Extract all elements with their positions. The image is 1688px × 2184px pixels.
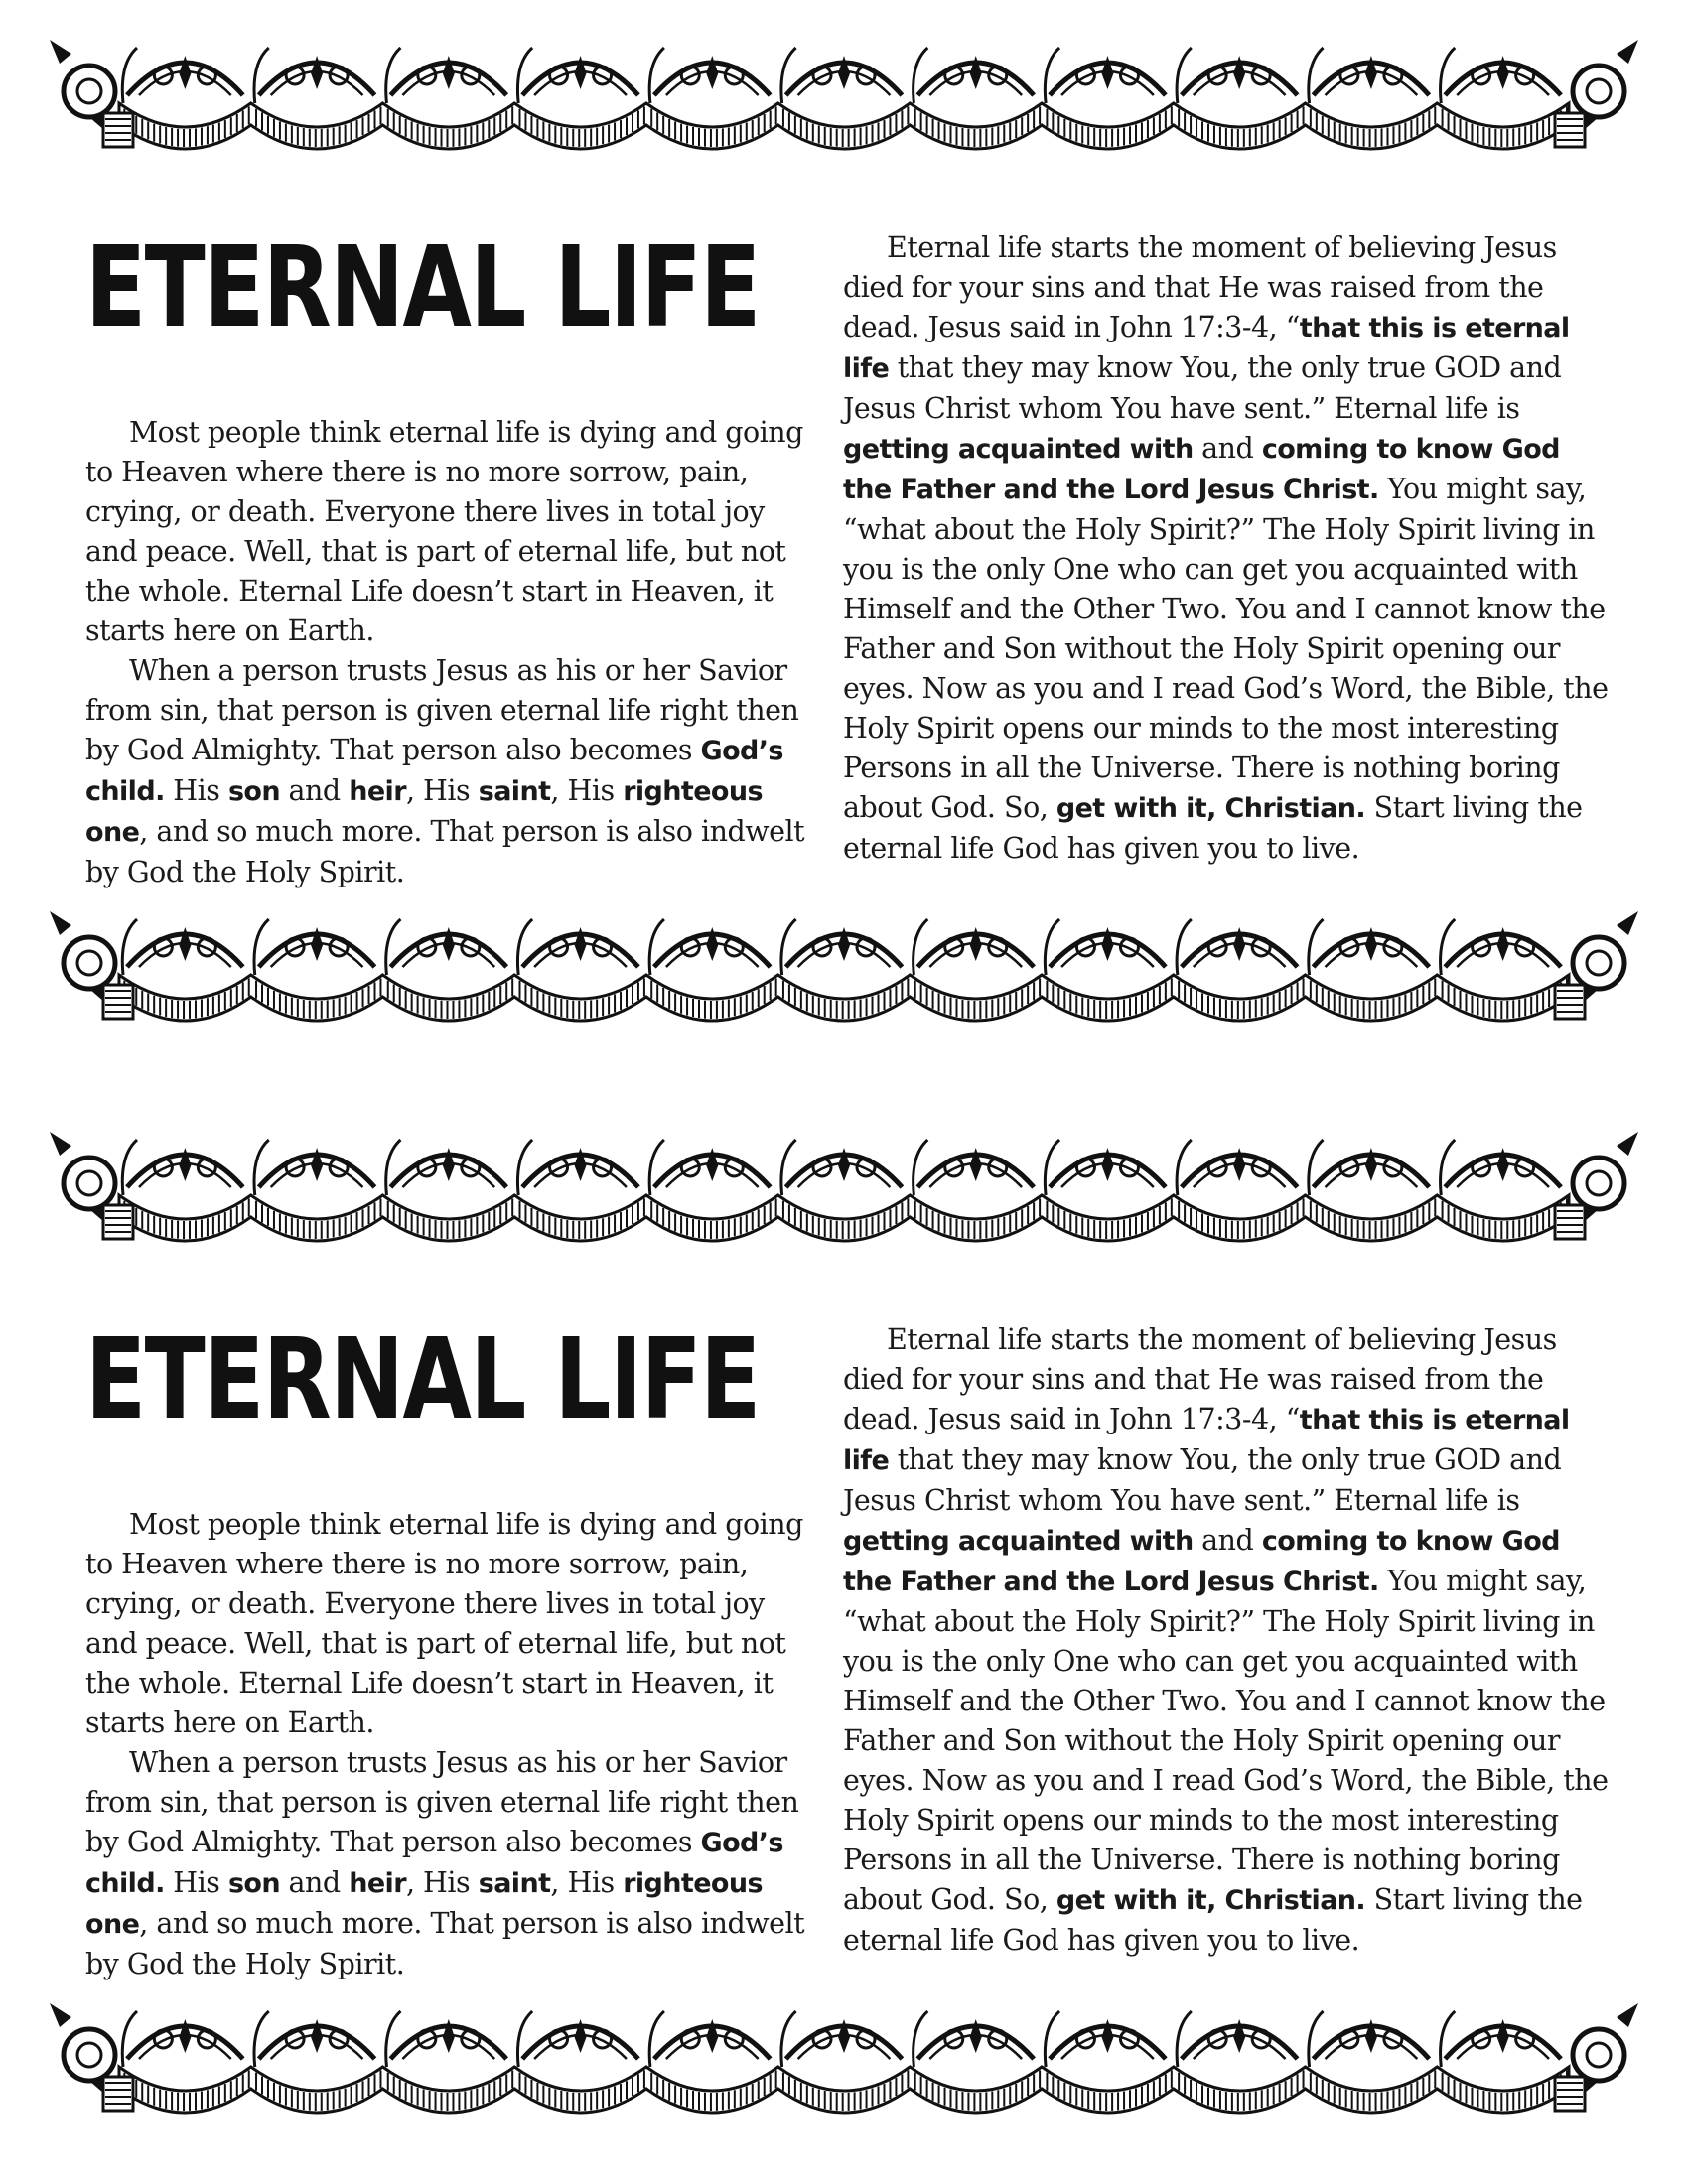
emphasis-text: son: [227, 1868, 280, 1899]
emphasis-text: that this is eternal life: [843, 1405, 1570, 1476]
emphasis-text: coming to know God the Father and the Lord Jesus Christ.: [843, 434, 1560, 505]
emphasis-text: saint: [478, 1868, 551, 1899]
emphasis-text: God’s child.: [85, 1828, 783, 1899]
emphasis-text: heir: [349, 776, 406, 807]
emphasis-text: getting acquainted with: [843, 434, 1194, 465]
emphasis-text: getting acquainted with: [843, 1526, 1194, 1557]
emphasis-text: heir: [349, 1868, 406, 1899]
right-column: [843, 1320, 1613, 1961]
emphasis-text: get with it, Christian.: [1055, 1885, 1366, 1916]
paragraph-intro: Most people think eternal life is dying and going to Heaven where there is no more sorrow, pain, crying, or death. Everyone there lives in total joy and peace. Well, that is part of eternal life, but not the whole. Eternal Life doesn’t start in Heaven, it starts here on Earth.: [85, 1508, 803, 1739]
paragraph-intro: Most people think eternal life is dying and going to Heaven where there is no more sorrow, pain, crying, or death. Everyone there lives in total joy and peace. Well, that is part of eternal life, but not the whole. Eternal Life doesn’t start in Heaven, it starts here on Earth.: [85, 416, 803, 647]
ornamental-border-top-1: [50, 34, 1638, 161]
paragraph-savior: When a person trusts Jesus as his or her Savior from sin, that person is given eternal life right then by God Almighty. That person also becomes God’s child. His son and heir, His saint, His righteous one, and so much more. That person is also indwelt by God the Holy Spirit.: [85, 654, 805, 888]
emphasis-text: son: [227, 776, 280, 807]
tract-title: ETERNAL LIFE: [85, 1315, 760, 1444]
tract-card-1: [85, 223, 1613, 888]
paragraph-eternal-life-starts: Eternal life starts the moment of believing Jesus died for your sins and that He was raised from the dead. Jesus said in John 17:3-4, “that this is eternal life that they may know You, the only true GOD and Jesus Christ whom You have sent.” Eternal life is getting acquainted with and coming to know God the Father and the Lord Jesus Christ. You might say, “what about the Holy Spirit?” The Holy Spirit living in you is the only One who can get you acquainted with Himself and the Other Two. You and I cannot know the Father and Son without the Holy Spirit opening our eyes. Now as you and I read God’s Word, the Bible, the Holy Spirit opens our minds to the most interesting Persons in all the Universe. There is nothing boring about God. So, get with it, Christian. Start living the eternal life God has given you to live.: [843, 1323, 1609, 1957]
emphasis-text: righteous one: [85, 1868, 763, 1940]
paragraph-savior: When a person trusts Jesus as his or her Savior from sin, that person is given eternal life right then by God Almighty. That person also becomes God’s child. His son and heir, His saint, His righteous one, and so much more. That person is also indwelt by God the Holy Spirit.: [85, 1746, 805, 1980]
tract-title: ETERNAL LIFE: [85, 223, 760, 352]
left-column: [85, 1315, 820, 1984]
tract-card-2: [85, 1315, 1613, 1980]
emphasis-text: righteous one: [85, 776, 763, 848]
ornamental-border-bottom-2: [50, 1997, 1638, 2124]
right-column: [843, 228, 1613, 869]
emphasis-text: that this is eternal life: [843, 313, 1570, 384]
ornamental-border-bottom-1: [50, 905, 1638, 1032]
paragraph-eternal-life-starts: Eternal life starts the moment of believing Jesus died for your sins and that He was raised from the dead. Jesus said in John 17:3-4, “that this is eternal life that they may know You, the only true GOD and Jesus Christ whom You have sent.” Eternal life is getting acquainted with and coming to know God the Father and the Lord Jesus Christ. You might say, “what about the Holy Spirit?” The Holy Spirit living in you is the only One who can get you acquainted with Himself and the Other Two. You and I cannot know the Father and Son without the Holy Spirit opening our eyes. Now as you and I read God’s Word, the Bible, the Holy Spirit opens our minds to the most interesting Persons in all the Universe. There is nothing boring about God. So, get with it, Christian. Start living the eternal life God has given you to live.: [843, 231, 1609, 865]
emphasis-text: coming to know God the Father and the Lord Jesus Christ.: [843, 1526, 1560, 1597]
emphasis-text: get with it, Christian.: [1055, 793, 1366, 824]
left-column: [85, 223, 820, 892]
emphasis-text: saint: [478, 776, 551, 807]
ornamental-border-top-2: [50, 1126, 1638, 1253]
emphasis-text: God’s child.: [85, 736, 783, 807]
